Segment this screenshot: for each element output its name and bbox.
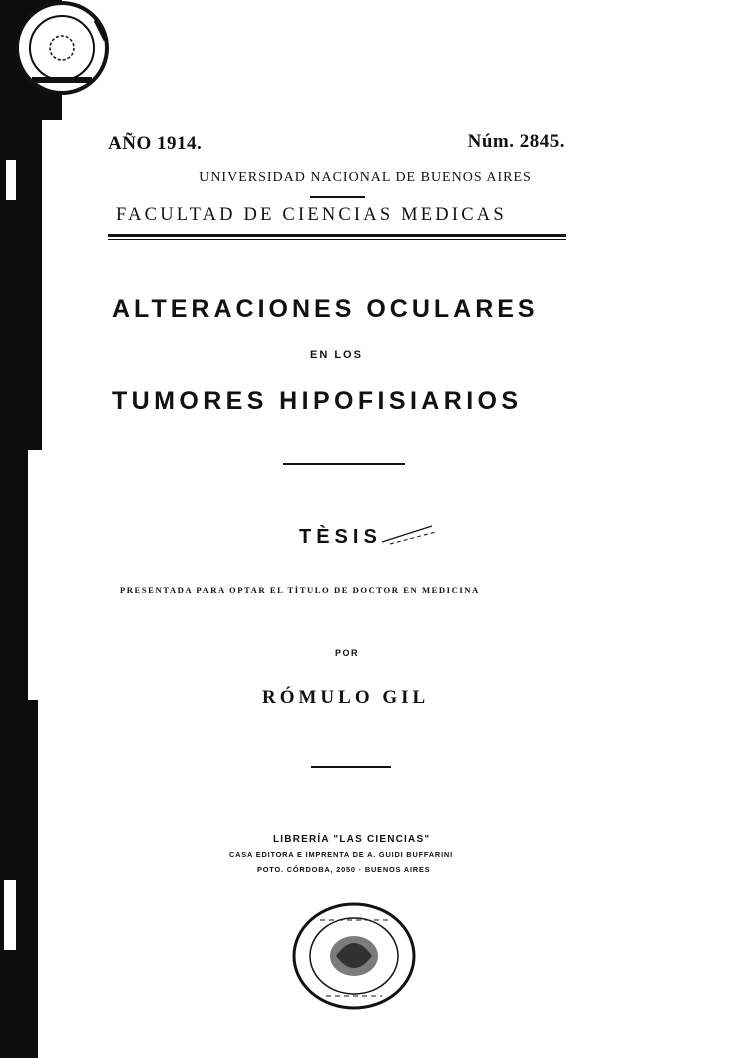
library-stamp-top	[10, 0, 110, 110]
year-label: AÑO 1914.	[108, 133, 203, 154]
header-rule-thin	[108, 239, 566, 240]
title-line-2: TUMORES HIPOFISIARIOS	[112, 387, 523, 415]
author-divider	[311, 766, 391, 768]
thesis-label: TÈSIS	[299, 526, 382, 548]
thesis-purpose: PRESENTADA PARA OPTAR EL TÍTULO DE DOCTOR EN MEDICINA	[120, 585, 480, 595]
university-name-text: UNIVERSIDAD NACIONAL DE BUENOS AIRES	[199, 170, 532, 185]
divider-small	[310, 196, 365, 198]
publisher-line-3: POTO. CÓRDOBA, 2050 · BUENOS AIRES	[257, 865, 431, 874]
faculty-name: FACULTAD DE CIENCIAS MEDICAS	[116, 205, 507, 225]
number-label: Núm. 2845.	[467, 131, 565, 152]
university-name	[0, 170, 731, 186]
pencil-mark	[380, 520, 440, 550]
by-label: POR	[335, 648, 360, 658]
library-stamp-bottom	[290, 900, 420, 1012]
scan-edge-bottom	[28, 700, 38, 1058]
publisher-line-2: CASA EDITORA E IMPRENTA DE A. GUIDI BUFFARINI	[229, 850, 453, 859]
publisher-line-1: LIBRERÍA "LAS CIENCIAS"	[273, 834, 431, 845]
title-divider	[283, 463, 405, 465]
header-rule-thick	[108, 234, 566, 237]
author-name: RÓMULO GIL	[262, 687, 430, 708]
title-connector: EN LOS	[310, 349, 363, 361]
title-line-1: ALTERACIONES OCULARES	[112, 295, 539, 323]
scan-edge-gap	[4, 880, 16, 950]
